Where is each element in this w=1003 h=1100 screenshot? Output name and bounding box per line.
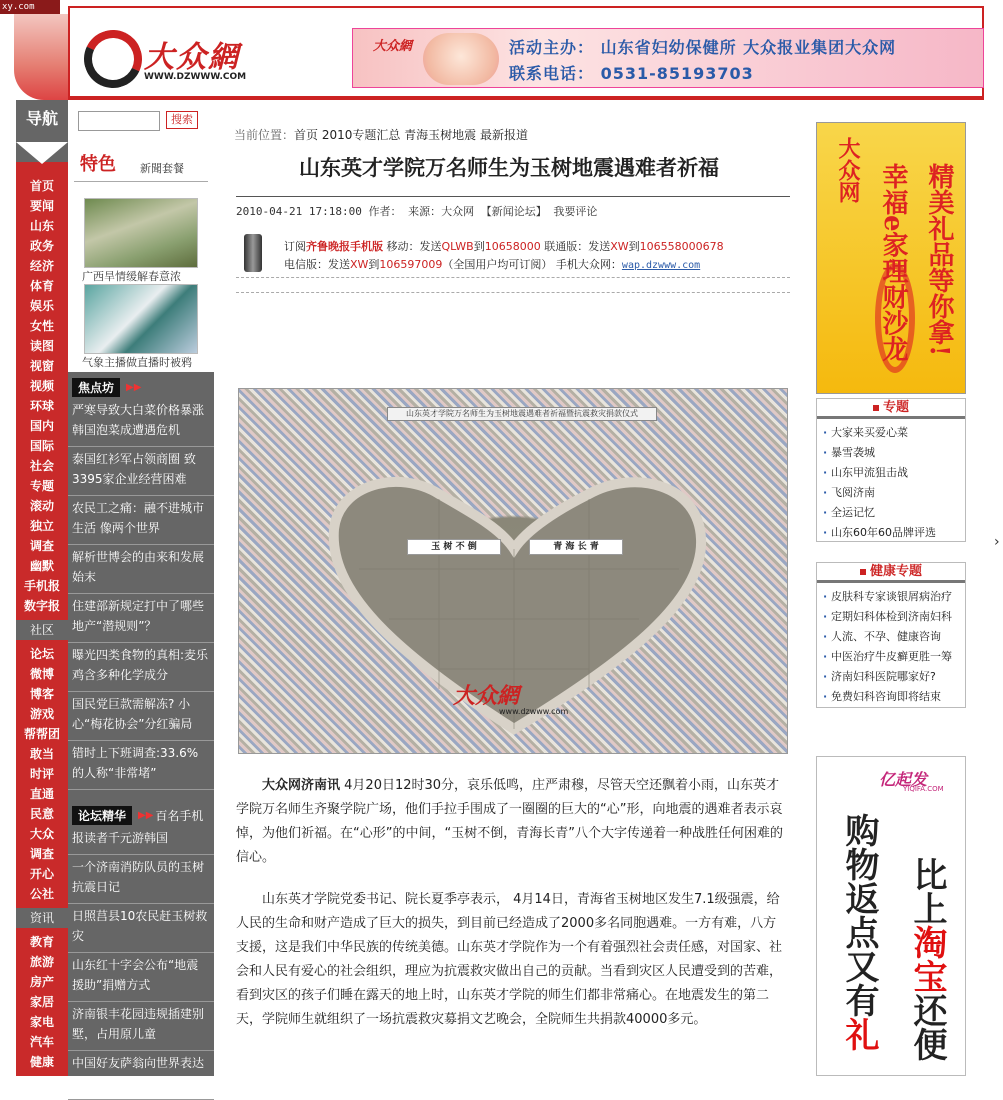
- feature-header: [74, 148, 208, 182]
- health-topic-link[interactable]: · 中医治疗牛皮癣更胜一筹: [817, 647, 965, 667]
- feature-head-big: 特色: [80, 154, 116, 175]
- nav-item[interactable]: 娱乐: [29, 299, 54, 313]
- right-column: [806, 100, 984, 1076]
- sub-text: XW: [610, 240, 629, 253]
- nav-item[interactable]: 专题: [29, 479, 54, 493]
- focus-header: [72, 376, 214, 398]
- sub-text: 106597009: [379, 258, 443, 271]
- nav-item[interactable]: 汽车: [29, 1035, 54, 1049]
- nav-item[interactable]: 时评: [29, 767, 54, 781]
- nav-item[interactable]: 环球: [29, 399, 54, 413]
- sub-text: XW: [350, 258, 369, 271]
- nav-item[interactable]: 家居: [29, 995, 54, 1009]
- article-meta: 2010-04-21 17:18:00 作者： 来源：大众网 【新闻论坛】 我要评论: [236, 196, 790, 218]
- sub-text: QLWB: [441, 240, 474, 253]
- focus-tag: 焦点坊: [72, 378, 120, 397]
- nav-item[interactable]: 要闻: [29, 199, 54, 213]
- ad-text: [907, 857, 947, 1061]
- nav-item[interactable]: 开心: [29, 867, 54, 881]
- photo-sign-2: 青 海 长 青: [529, 539, 623, 555]
- ad-text: 幸福e家理财沙龙: [878, 163, 908, 362]
- logo-text: 大众網: [144, 40, 240, 75]
- nav-item[interactable]: 直通: [29, 787, 54, 801]
- nav-arrow-icon: [16, 142, 68, 164]
- forum-extra[interactable]: 百名手机: [155, 808, 204, 823]
- sub-text: 到: [368, 258, 380, 271]
- search-input[interactable]: [78, 111, 160, 131]
- sub-text: （全国用户均可订阅） 手机大众网：: [442, 258, 622, 271]
- nav-item[interactable]: 社会: [29, 459, 54, 473]
- site-header: [68, 6, 984, 100]
- nav-list: [16, 176, 68, 1072]
- yiqifa-logo-sub: YIQIFA.COM: [903, 785, 944, 793]
- photo-watermark: 大众網: [453, 683, 520, 709]
- mobile-subscribe-box: [236, 228, 790, 278]
- subscribe-line-1: [284, 238, 724, 254]
- nav-item[interactable]: 女性: [29, 319, 54, 333]
- nav-item[interactable]: 滚动: [29, 499, 54, 513]
- double-arrow-icon: ▶▶: [138, 809, 154, 821]
- yiqifa-logo: 亿起发: [879, 770, 928, 789]
- banner-line-2: 联系电话： 0531-85193703: [509, 64, 754, 83]
- forum-news-item[interactable]: 日照莒县10农民赶玉树救灾: [68, 904, 214, 953]
- photo-watermark-url: www.dzwww.com: [499, 707, 569, 716]
- sub-text: 联通版：发送: [540, 240, 611, 253]
- sub-text: 10658000: [484, 240, 541, 253]
- scroll-caret-icon: ›: [994, 534, 1000, 550]
- forum-news-item[interactable]: 一个济南消防队员的玉树抗震日记: [68, 855, 214, 904]
- special-topics-list: [817, 419, 965, 543]
- special-topic-link[interactable]: · 山东甲流狙击战: [817, 463, 965, 483]
- nav-item[interactable]: 大众: [29, 827, 54, 841]
- nav-item[interactable]: 家电: [29, 1015, 54, 1029]
- flame-decoration: [14, 14, 68, 100]
- forum-news-item[interactable]: 报读者千元游韩国: [68, 826, 214, 855]
- special-topic-link[interactable]: · 山东60年60品牌评选: [817, 523, 965, 543]
- sub-text: 订阅: [284, 240, 306, 253]
- special-topic-link[interactable]: · 全运记忆: [817, 503, 965, 523]
- ad-text: 比上: [907, 857, 947, 925]
- nav-item[interactable]: 经济: [29, 259, 54, 273]
- subscribe-line-2: [284, 256, 700, 272]
- feature-thumb-drought[interactable]: [84, 198, 198, 268]
- nav-item[interactable]: 公社: [29, 887, 54, 901]
- sub-text: 到: [473, 240, 485, 253]
- logo-url: WWW.DZWWW.COM: [144, 72, 247, 82]
- nav-item[interactable]: 旅游: [29, 955, 54, 969]
- special-topic-link[interactable]: · 暴雪袭城: [817, 443, 965, 463]
- health-topic-link[interactable]: · 济南妇科医院哪家好?: [817, 667, 965, 687]
- special-topics-head: 专题: [817, 399, 965, 419]
- nav-item[interactable]: 调查: [29, 847, 54, 861]
- article-photo: [238, 388, 788, 754]
- nav-item[interactable]: 山东: [29, 219, 54, 233]
- health-topics-box: [816, 562, 966, 708]
- feature-caption[interactable]: 气象主播做直播时被鸦: [82, 356, 192, 369]
- ad-text: 还便: [907, 993, 947, 1061]
- article-main: [214, 108, 804, 1076]
- nav-item[interactable]: 手机报: [23, 579, 60, 593]
- double-arrow-icon: ▶▶: [126, 381, 142, 393]
- health-topic-link[interactable]: · 人流、不孕、健康咨询: [817, 627, 965, 647]
- second-column: [68, 100, 214, 1090]
- focus-news-item[interactable]: 国民党巨款需解冻? 小心“梅花协会”分红骗局: [68, 692, 214, 741]
- health-topic-link[interactable]: · 免费妇科咨询即将结束: [817, 687, 965, 707]
- article-lead: 大众网济南讯: [262, 778, 341, 793]
- focus-news-item[interactable]: 农民工之痛：融不进城市生活 像两个世界: [68, 496, 214, 545]
- breadcrumb-label: 当前位置：: [234, 128, 295, 142]
- forum-list: [68, 826, 214, 1100]
- focus-news-item[interactable]: 严寒导致大白菜价格暴涨 韩国泡菜成遭遇危机: [68, 398, 214, 447]
- article-text: 4月20日12时30分，哀乐低鸣，庄严肃穆，尽管天空还飘着小雨，山东英才学院万名师生齐聚学院广场，他们手拉手围成了一圈圈的巨大的“心”形，向地震的遇难者表示哀悼，为他们祈福。在“心形”的中间，“玉树不倒，青海长青”八个大字传递着一种战胜任何困难的信心。: [236, 778, 783, 865]
- nav-item[interactable]: 健康: [29, 1055, 54, 1069]
- breadcrumb-path[interactable]: 首页 2010专题汇总 青海玉树地震 最新报道: [294, 128, 528, 142]
- focus-news-item[interactable]: 解析世博会的由来和发展始末: [68, 545, 214, 594]
- forum-news-item[interactable]: 济南银丰花园违规插建别墅，占用原儿童: [68, 1002, 214, 1051]
- feature-caption[interactable]: 广西旱情缓解春意浓: [82, 270, 181, 283]
- nav-item[interactable]: 游戏: [29, 707, 54, 721]
- nav-item[interactable]: 论坛: [29, 647, 54, 661]
- ad-text: 淘宝: [907, 925, 947, 993]
- nav-item[interactable]: 视频: [29, 379, 54, 393]
- nav-item[interactable]: 国内: [29, 419, 54, 433]
- focus-news-item[interactable]: 曝光四类食物的真相:麦乐鸡含多种化学成分: [68, 643, 214, 692]
- ad-text: [839, 813, 879, 1051]
- site-logo[interactable]: [84, 28, 247, 92]
- nav-item[interactable]: 帮帮团: [23, 727, 60, 741]
- feature-head-small: 新聞套餐: [140, 162, 184, 175]
- nav-item[interactable]: 博客: [29, 687, 54, 701]
- divider: [236, 292, 790, 293]
- left-nav: [16, 100, 68, 1076]
- nav-item[interactable]: 教育: [29, 935, 54, 949]
- focus-news-item[interactable]: 住建部新规定打中了哪些地产“潜规则”？: [68, 594, 214, 643]
- ad-text: 精美礼品等你拿!: [924, 163, 954, 357]
- news-panel: [68, 372, 214, 1090]
- nav-item[interactable]: 敢当: [29, 747, 54, 761]
- article-paragraph-2: 山东英才学院党委书记、院长夏季亭表示， 4月14日，青海省玉树地区发生7.1级强震，给人民的生命和财产造成了巨大的损失，到目前已经造成了2000多名同胞遇难。一方有难，八方支援，这是我们中华民族的传统美德。山东英才学院作为一个有着强烈社会责任感，对国家、社会和人民有爱心的社会组织，理应为抗震救灾做出自己的贡献。当看到灾区人民遭受到的苦难，看到灾区的孩子们睡在露天的地上时，山东英才学院的师生们都非常痛心。在地震发生的第二天，学院师生就组织了一场抗震救灾募捐文艺晚会，全院师生共捐款40000多元。: [236, 892, 783, 1027]
- special-topic-link[interactable]: · 飞阅济南: [817, 483, 965, 503]
- health-topic-link[interactable]: · 皮肤科专家谈银屑病治疗: [817, 587, 965, 607]
- sub-text: 电信版：发送: [284, 258, 350, 271]
- yiqifa-ad[interactable]: [816, 756, 966, 1076]
- finance-salon-ad[interactable]: [816, 122, 966, 394]
- nav-section-info: 资讯: [16, 908, 68, 928]
- special-topics-box: [816, 398, 966, 542]
- forum-header: [72, 804, 214, 826]
- nav-item[interactable]: 民意: [29, 807, 54, 821]
- forum-tag: 论坛精华: [72, 806, 132, 825]
- sub-text: 移动：发送: [383, 240, 442, 253]
- feature-thumb-anchor[interactable]: [84, 284, 198, 354]
- ad-text: 礼: [839, 1017, 879, 1051]
- forum-news-item[interactable]: 山东红十字会公布“地震援助”捐赠方式: [68, 953, 214, 1002]
- health-topics-list: [817, 583, 965, 707]
- breadcrumb: [234, 126, 528, 143]
- nav-item[interactable]: 数字报: [23, 599, 60, 613]
- ad-text: 购物返点又有: [839, 813, 879, 1017]
- search-button[interactable]: 搜索: [166, 111, 198, 129]
- logo-swirl-icon: [76, 22, 150, 96]
- wap-link[interactable]: wap.dzwww.com: [621, 260, 701, 271]
- nav-item[interactable]: 独立: [29, 519, 54, 533]
- photo-banner-text: 山东英才学院万名师生为玉树地震遇难者祈福暨抗震救灾捐款仪式: [387, 407, 657, 421]
- page-title: 山东英才学院万名师生为玉树地震遇难者祈福: [299, 156, 719, 180]
- nav-title: 导航: [16, 100, 68, 162]
- nav-item[interactable]: 读图: [29, 339, 54, 353]
- focus-news-item[interactable]: 错时上下班调查:33.6%的人称“非常堵”: [68, 741, 214, 790]
- nav-section-community: 社区: [16, 620, 68, 640]
- sub-text: 到: [628, 240, 640, 253]
- sub-text: 106558000678: [639, 240, 724, 253]
- phone-icon: [244, 234, 262, 272]
- focus-news-item[interactable]: 泰国红衫军占领商圈 致3395家企业经营困难: [68, 447, 214, 496]
- nav-item[interactable]: 视窗: [29, 359, 54, 373]
- ad-text: 大众网: [835, 137, 861, 203]
- header-banner-ad[interactable]: [352, 28, 984, 88]
- nav-item[interactable]: 首页: [29, 179, 54, 193]
- special-topic-link[interactable]: · 大家来买爱心菜: [817, 423, 965, 443]
- nav-item[interactable]: 调查: [29, 539, 54, 553]
- corner-url: xy.com: [0, 0, 60, 14]
- nav-item[interactable]: 体育: [29, 279, 54, 293]
- banner-baby-image: [423, 33, 499, 85]
- nav-item[interactable]: 微博: [29, 667, 54, 681]
- nav-item[interactable]: 国际: [29, 439, 54, 453]
- nav-item[interactable]: 幽默: [29, 559, 54, 573]
- health-topic-link[interactable]: · 定期妇科体检到济南妇科: [817, 607, 965, 627]
- photo-sign-1: 玉 树 不 倒: [407, 539, 501, 555]
- forum-news-item[interactable]: 中国好友萨翁向世界表达了公平公正的体: [68, 1051, 214, 1100]
- nav-item[interactable]: 房产: [29, 975, 54, 989]
- sub-text[interactable]: 齐鲁晚报手机版: [306, 240, 383, 253]
- banner-line-1: 活动主办： 山东省妇幼保健所 大众报业集团大众网: [509, 38, 897, 57]
- health-topics-head: 健康专题: [817, 563, 965, 583]
- banner-logo: 大众網: [373, 39, 413, 54]
- nav-item[interactable]: 政务: [29, 239, 54, 253]
- focus-list: [68, 398, 214, 790]
- article-paragraph-1: [236, 774, 786, 870]
